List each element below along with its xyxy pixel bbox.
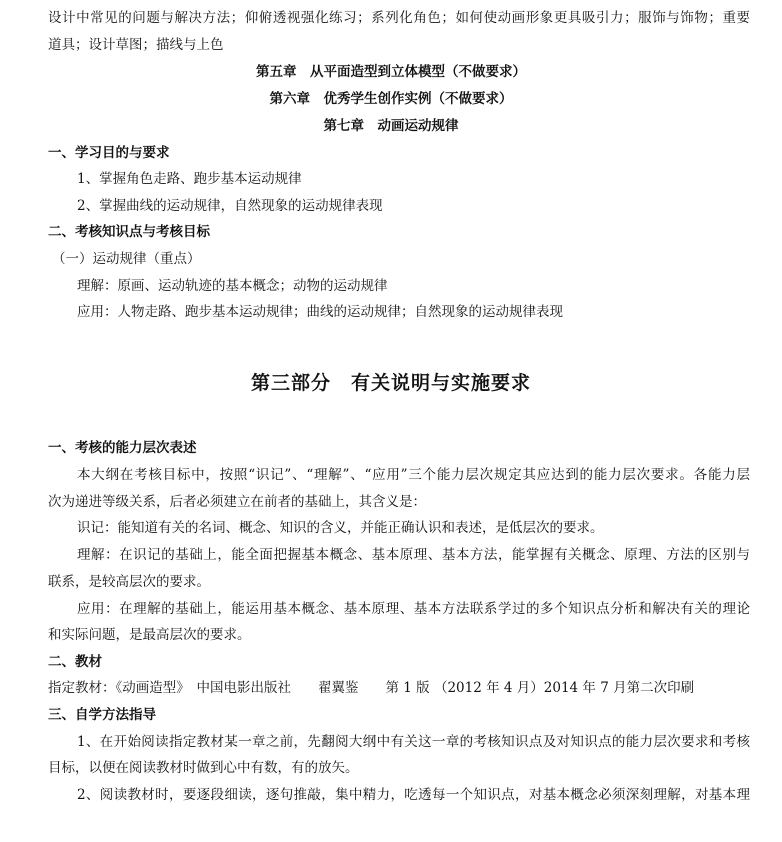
paragraph-line: 设计中常见的问题与解决方法；仰俯透视强化练习；系列化角色；如何使动画形象更具吸引力；服饰与饰物；重要 bbox=[48, 10, 750, 26]
paragraph-line: 和实际问题，是最高层次的要求。 bbox=[48, 627, 251, 643]
paragraph-line: 应用：人物走路、跑步基本运动规律；曲线的运动规律；自然现象的运动规律表现 bbox=[77, 304, 563, 320]
section-heading: 三、自学方法指导 bbox=[48, 707, 156, 723]
paragraph-line: 联系，是较高层次的要求。 bbox=[48, 574, 210, 590]
chapter-heading-6: 第六章 优秀学生创作实例（不做要求） bbox=[269, 91, 513, 107]
section-heading: 一、考核的能力层次表述 bbox=[48, 440, 197, 456]
section-heading: 二、教材 bbox=[48, 654, 102, 670]
section-heading: 一、学习目的与要求 bbox=[48, 145, 170, 161]
paragraph-line: 应用：在理解的基础上，能运用基本概念、基本原理、基本方法联系学过的多个知识点分析和解决有关的理论 bbox=[77, 601, 750, 617]
chapter-heading-5: 第五章 从平面造型到立体模型（不做要求） bbox=[256, 64, 526, 80]
list-item: 2、掌握曲线的运动规律，自然现象的运动规律表现 bbox=[77, 198, 383, 214]
subsection-heading: （一）运动规律（重点） bbox=[52, 251, 201, 267]
paragraph-line: 1、在开始阅读指定教材某一章之前，先翻阅大纲中有关这一章的考核知识点及对知识点的能力层次要求和考核 bbox=[77, 734, 750, 750]
textbook-info: 指定教材：《动画造型》 中国电影出版社 翟翼鉴 第 1 版 （2012 年 4 月）2014 年 7 月第二次印刷 bbox=[48, 680, 695, 696]
part-title: 第三部分 有关说明与实施要求 bbox=[250, 372, 531, 394]
paragraph-line: 理解：原画、运动轨迹的基本概念；动物的运动规律 bbox=[77, 278, 388, 294]
paragraph-line: 道具；设计草图；描线与上色 bbox=[48, 37, 224, 53]
chapter-heading-7: 第七章 动画运动规律 bbox=[323, 118, 459, 134]
section-heading: 二、考核知识点与考核目标 bbox=[48, 224, 210, 240]
paragraph-line: 本大纲在考核目标中，按照“识记”、“理解”、“应用”三个能力层次规定其应达到的能力层次要求。各能力层 bbox=[77, 467, 750, 483]
list-item: 1、掌握角色走路、跑步基本运动规律 bbox=[77, 171, 302, 187]
paragraph-line: 目标，以便在阅读教材时做到心中有数，有的放矢。 bbox=[48, 760, 359, 776]
paragraph-line: 次为递进等级关系，后者必须建立在前者的基础上，其含义是： bbox=[48, 494, 426, 510]
paragraph-line: 理解：在识记的基础上，能全面把握基本概念、基本原理、基本方法，能掌握有关概念、原理、方法的区别与 bbox=[77, 547, 750, 563]
paragraph-line: 识记：能知道有关的名词、概念、知识的含义，并能正确认识和表述，是低层次的要求。 bbox=[77, 520, 604, 536]
paragraph-line: 2、阅读教材时，要逐段细读，逐句推敲，集中精力，吃透每一个知识点，对基本概念必须深刻理解，对基本理 bbox=[77, 787, 750, 803]
